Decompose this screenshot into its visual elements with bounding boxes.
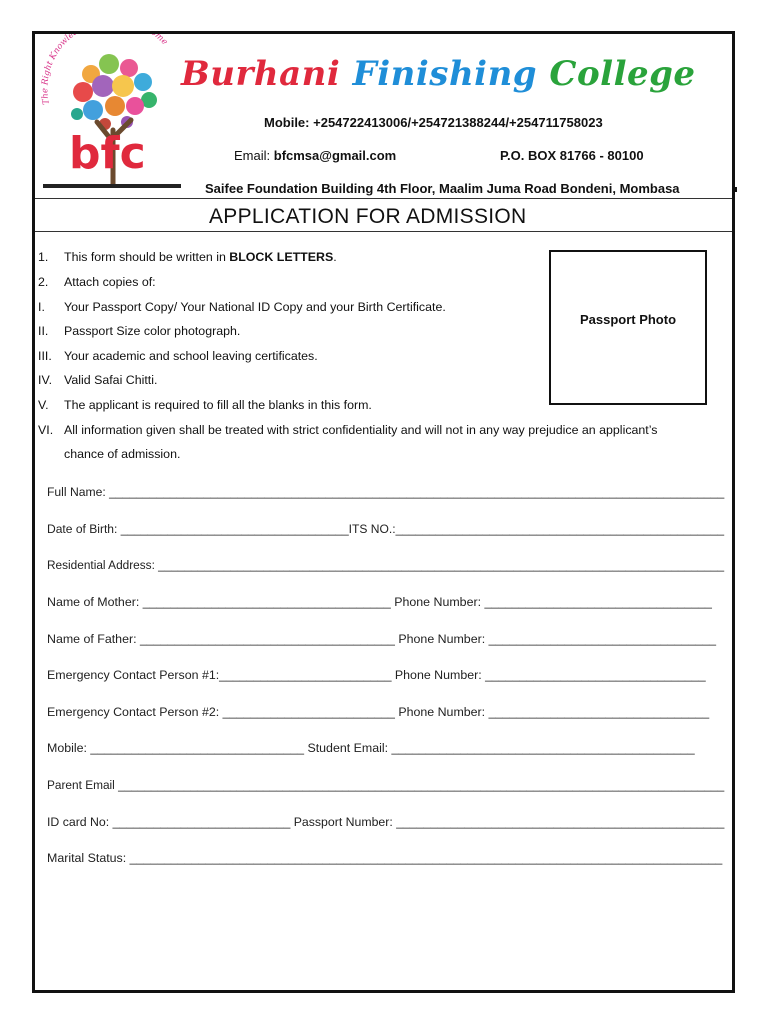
header-rule-top [35,198,732,199]
marital-status-field[interactable]: Marital Status: ______________________________________________________________________________________ [47,851,723,865]
block-letters-emphasis: BLOCK LETTERS [229,250,334,264]
email-address: bfcmsa@gmail.com [273,148,397,163]
id-passport-field[interactable]: ID card No: __________________________ Passport Number: ________________________________________________ [47,815,725,829]
po-box: P.O. BOX 81766 - 80100 [500,148,644,163]
mobile-numbers: +254722413006/+254721388244/+254711758023 [313,115,603,130]
logo-underline [43,184,181,188]
father-phone-field[interactable]: Name of Father: _____________________________________ Phone Number: _________________________________ [47,632,717,646]
logo-tagline: The Right Knowle me [40,34,170,106]
email-label: Email: [234,148,271,163]
butterfly-tree-icon [39,34,185,188]
college-word-2: Finishing [352,54,538,94]
mobile-student-email-field[interactable]: Mobile: _______________________________ Student Email: ____________________________________________ [47,741,695,755]
full-name-field[interactable]: Full Name: ___________________________________________________________________________________________ [47,485,725,499]
college-word-3: College [549,54,696,94]
college-logo [39,34,185,188]
residential-address-field[interactable]: Residential Address: ______________________________________________________________________________________ [47,558,725,572]
letterhead [35,34,732,198]
mother-phone-field[interactable]: Name of Mother: ____________________________________ Phone Number: _________________________________ [47,595,712,609]
postal-address: Saifee Foundation Building 4th Floor, Maalim Juma Road Bondeni, Mombasa [205,181,680,196]
passport-photo-label: Passport Photo [579,312,677,327]
college-name [181,54,696,94]
corner-mark [732,187,737,192]
college-word-1: Burhani [181,54,341,94]
logo-letters: bfc [69,128,146,179]
mobile-label: Mobile: [264,115,310,130]
email-line [234,148,396,163]
passport-photo-box [549,250,707,405]
header-rule-bottom [35,231,732,232]
mobile-line [264,115,603,130]
emergency-contact-1-field[interactable]: Emergency Contact Person #1:_________________________ Phone Number: ________________________________ [47,668,706,682]
form-title: APPLICATION FOR ADMISSION [209,205,527,228]
emergency-contact-2-field[interactable]: Emergency Contact Person #2: _________________________ Phone Number: ________________________________ [47,705,710,719]
parent-email-field[interactable]: Parent Email ____________________________________________________________________________________________ [47,778,725,792]
dob-its-field[interactable]: Date of Birth: __________________________________ITS NO.:_________________________________________________ [47,522,725,536]
